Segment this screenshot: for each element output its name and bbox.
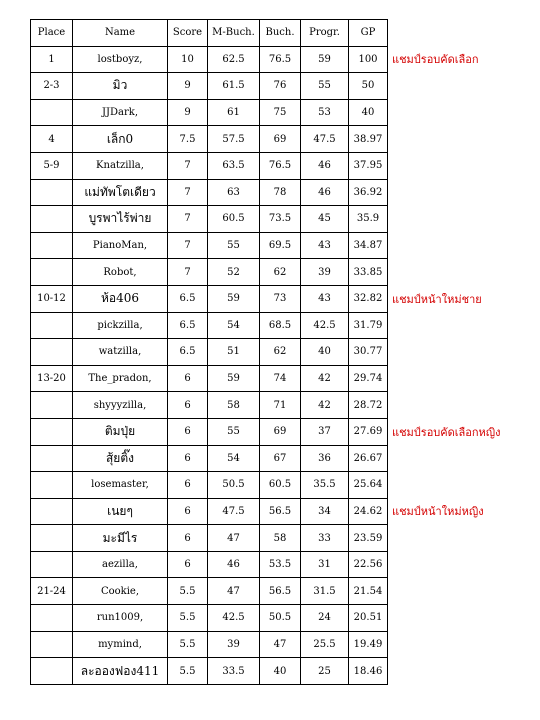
- name-cell: pickzilla,: [73, 312, 168, 339]
- score-cell: 7: [168, 259, 208, 286]
- score-cell: 6: [168, 445, 208, 472]
- gp-cell: 25.64: [349, 472, 388, 499]
- note-cell: [388, 206, 506, 233]
- progr-cell: 25.5: [301, 631, 349, 658]
- name-cell: JJDark,: [73, 99, 168, 126]
- table-row: [31, 99, 506, 126]
- progr-cell: 31: [301, 551, 349, 578]
- buch-cell: 73: [260, 285, 301, 312]
- header-buch: Buch.: [260, 20, 301, 47]
- gp-cell: 35.9: [349, 206, 388, 233]
- mbuch-cell: 63.5: [208, 152, 260, 179]
- gp-cell: 31.79: [349, 312, 388, 339]
- buch-cell: 56.5: [260, 498, 301, 525]
- name-cell: run1009,: [73, 605, 168, 632]
- table-row: [31, 445, 506, 472]
- buch-cell: 76.5: [260, 46, 301, 73]
- note-cell: [388, 179, 506, 206]
- place-cell: [31, 551, 73, 578]
- mbuch-cell: 50.5: [208, 472, 260, 499]
- buch-cell: 62: [260, 339, 301, 366]
- table-row: [31, 578, 506, 605]
- place-cell: [31, 445, 73, 472]
- table-row: [31, 472, 506, 499]
- gp-cell: 36.92: [349, 179, 388, 206]
- note-cell: [388, 631, 506, 658]
- score-cell: 6: [168, 392, 208, 419]
- progr-cell: 45: [301, 206, 349, 233]
- name-cell: ติมปุ่ย: [73, 418, 168, 445]
- note-cell: [388, 339, 506, 366]
- mbuch-cell: 42.5: [208, 605, 260, 632]
- gp-cell: 20.51: [349, 605, 388, 632]
- progr-cell: 47.5: [301, 126, 349, 153]
- name-cell: ห้อ406: [73, 285, 168, 312]
- score-cell: 5.5: [168, 658, 208, 685]
- table-row: [31, 605, 506, 632]
- progr-cell: 55: [301, 73, 349, 100]
- progr-cell: 43: [301, 232, 349, 259]
- name-cell: มิว: [73, 73, 168, 100]
- score-cell: 7: [168, 179, 208, 206]
- table-row: [31, 312, 506, 339]
- place-cell: [31, 99, 73, 126]
- progr-cell: 40: [301, 339, 349, 366]
- progr-cell: 39: [301, 259, 349, 286]
- header-progr: Progr.: [301, 20, 349, 47]
- place-cell: [31, 339, 73, 366]
- progr-cell: 25: [301, 658, 349, 685]
- buch-cell: 69.5: [260, 232, 301, 259]
- header-note-spacer: [388, 20, 506, 47]
- place-cell: 5-9: [31, 152, 73, 179]
- name-cell: เนยๆ: [73, 498, 168, 525]
- name-cell: Knatzilla,: [73, 152, 168, 179]
- table-row: [31, 365, 506, 392]
- score-cell: 9: [168, 73, 208, 100]
- gp-cell: 38.97: [349, 126, 388, 153]
- score-cell: 7: [168, 152, 208, 179]
- buch-cell: 58: [260, 525, 301, 552]
- results-body: [31, 46, 506, 684]
- buch-cell: 76.5: [260, 152, 301, 179]
- name-cell: Robot,: [73, 259, 168, 286]
- table-row: [31, 179, 506, 206]
- gp-cell: 40: [349, 99, 388, 126]
- place-cell: [31, 658, 73, 685]
- score-cell: 5.5: [168, 631, 208, 658]
- place-cell: [31, 472, 73, 499]
- gp-cell: 24.62: [349, 498, 388, 525]
- note-cell: [388, 605, 506, 632]
- name-cell: PianoMan,: [73, 232, 168, 259]
- table-row: [31, 73, 506, 100]
- score-cell: 6: [168, 418, 208, 445]
- score-cell: 6.5: [168, 312, 208, 339]
- mbuch-cell: 60.5: [208, 206, 260, 233]
- place-cell: [31, 605, 73, 632]
- progr-cell: 46: [301, 152, 349, 179]
- progr-cell: 43: [301, 285, 349, 312]
- buch-cell: 53.5: [260, 551, 301, 578]
- mbuch-cell: 47: [208, 525, 260, 552]
- table-row: [31, 126, 506, 153]
- name-cell: losemaster,: [73, 472, 168, 499]
- table-row: [31, 498, 506, 525]
- place-cell: [31, 232, 73, 259]
- note-cell: [388, 525, 506, 552]
- score-cell: 6: [168, 525, 208, 552]
- progr-cell: 42: [301, 392, 349, 419]
- buch-cell: 67: [260, 445, 301, 472]
- place-cell: [31, 206, 73, 233]
- buch-cell: 40: [260, 658, 301, 685]
- mbuch-cell: 33.5: [208, 658, 260, 685]
- buch-cell: 68.5: [260, 312, 301, 339]
- score-cell: 6.5: [168, 285, 208, 312]
- header-gp: GP: [349, 20, 388, 47]
- table-row: [31, 525, 506, 552]
- name-cell: ละอองฟอง411: [73, 658, 168, 685]
- note-cell: แชมป์รอบคัดเลือกหญิง: [392, 425, 501, 439]
- place-cell: [31, 498, 73, 525]
- buch-cell: 75: [260, 99, 301, 126]
- header-mbuch: M-Buch.: [208, 20, 260, 47]
- place-cell: 10-12: [31, 285, 73, 312]
- place-cell: [31, 392, 73, 419]
- results-table: [30, 19, 506, 685]
- place-cell: [31, 259, 73, 286]
- gp-cell: 32.82: [349, 285, 388, 312]
- mbuch-cell: 61.5: [208, 73, 260, 100]
- table-row: [31, 259, 506, 286]
- mbuch-cell: 39: [208, 631, 260, 658]
- table-row: [31, 152, 506, 179]
- buch-cell: 76: [260, 73, 301, 100]
- gp-cell: 27.69: [349, 418, 388, 445]
- name-cell: สุ้ยติ๊ง: [73, 445, 168, 472]
- place-cell: 1: [31, 46, 73, 73]
- note-cell: [388, 73, 506, 100]
- table-row: [31, 232, 506, 259]
- table-row: [31, 631, 506, 658]
- mbuch-cell: 59: [208, 285, 260, 312]
- name-cell: The_pradon,: [73, 365, 168, 392]
- header-score: Score: [168, 20, 208, 47]
- gp-cell: 33.85: [349, 259, 388, 286]
- mbuch-cell: 47.5: [208, 498, 260, 525]
- note-cell: [388, 152, 506, 179]
- table-row: [31, 206, 506, 233]
- mbuch-cell: 54: [208, 445, 260, 472]
- name-cell: aezilla,: [73, 551, 168, 578]
- place-cell: [31, 418, 73, 445]
- gp-cell: 30.77: [349, 339, 388, 366]
- score-cell: 6.5: [168, 339, 208, 366]
- score-cell: 10: [168, 46, 208, 73]
- place-cell: 2-3: [31, 73, 73, 100]
- place-cell: [31, 179, 73, 206]
- mbuch-cell: 47: [208, 578, 260, 605]
- score-cell: 5.5: [168, 605, 208, 632]
- note-cell: [388, 259, 506, 286]
- gp-cell: 19.49: [349, 631, 388, 658]
- note-cell: [388, 472, 506, 499]
- name-cell: lostboyz,: [73, 46, 168, 73]
- progr-cell: 37: [301, 418, 349, 445]
- name-cell: มะมีไร: [73, 525, 168, 552]
- progr-cell: 42: [301, 365, 349, 392]
- score-cell: 6: [168, 365, 208, 392]
- name-cell: Cookie,: [73, 578, 168, 605]
- mbuch-cell: 57.5: [208, 126, 260, 153]
- note-cell: [388, 392, 506, 419]
- score-cell: 7: [168, 232, 208, 259]
- gp-cell: 29.74: [349, 365, 388, 392]
- buch-cell: 62: [260, 259, 301, 286]
- mbuch-cell: 55: [208, 232, 260, 259]
- buch-cell: 56.5: [260, 578, 301, 605]
- table-row: [31, 551, 506, 578]
- progr-cell: 33: [301, 525, 349, 552]
- gp-cell: 50: [349, 73, 388, 100]
- note-cell: [388, 365, 506, 392]
- gp-cell: 22.56: [349, 551, 388, 578]
- place-cell: 21-24: [31, 578, 73, 605]
- buch-cell: 71: [260, 392, 301, 419]
- place-cell: 4: [31, 126, 73, 153]
- progr-cell: 31.5: [301, 578, 349, 605]
- name-cell: mymind,: [73, 631, 168, 658]
- score-cell: 7.5: [168, 126, 208, 153]
- place-cell: [31, 312, 73, 339]
- mbuch-cell: 59: [208, 365, 260, 392]
- note-cell: [388, 578, 506, 605]
- table-row: [31, 658, 506, 685]
- progr-cell: 24: [301, 605, 349, 632]
- buch-cell: 47: [260, 631, 301, 658]
- progr-cell: 59: [301, 46, 349, 73]
- place-cell: 13-20: [31, 365, 73, 392]
- note-cell: แชมป์หน้าใหม่ชาย: [392, 292, 482, 306]
- table-row: [31, 46, 506, 73]
- gp-cell: 37.95: [349, 152, 388, 179]
- score-cell: 7: [168, 206, 208, 233]
- name-cell: แม่ทัพโตเดียว: [73, 179, 168, 206]
- mbuch-cell: 55: [208, 418, 260, 445]
- score-cell: 6: [168, 551, 208, 578]
- place-cell: [31, 525, 73, 552]
- score-cell: 6: [168, 472, 208, 499]
- mbuch-cell: 63: [208, 179, 260, 206]
- mbuch-cell: 46: [208, 551, 260, 578]
- note-cell: [388, 126, 506, 153]
- buch-cell: 50.5: [260, 605, 301, 632]
- score-cell: 9: [168, 99, 208, 126]
- table-row: [31, 285, 506, 312]
- note-cell: [388, 99, 506, 126]
- note-cell: [388, 658, 506, 685]
- mbuch-cell: 61: [208, 99, 260, 126]
- header-row: [31, 20, 506, 47]
- place-cell: [31, 631, 73, 658]
- gp-cell: 21.54: [349, 578, 388, 605]
- note-cell: [388, 551, 506, 578]
- table-row: [31, 418, 506, 445]
- progr-cell: 36: [301, 445, 349, 472]
- mbuch-cell: 58: [208, 392, 260, 419]
- buch-cell: 69: [260, 126, 301, 153]
- progr-cell: 46: [301, 179, 349, 206]
- table-row: [31, 339, 506, 366]
- table-row: [31, 392, 506, 419]
- note-cell: [388, 445, 506, 472]
- progr-cell: 42.5: [301, 312, 349, 339]
- gp-cell: 28.72: [349, 392, 388, 419]
- name-cell: บูรพาไร้พ่าย: [73, 206, 168, 233]
- header-name: Name: [73, 20, 168, 47]
- name-cell: เล็ก0: [73, 126, 168, 153]
- note-cell: แชมป์หน้าใหม่หญิง: [392, 505, 484, 519]
- progr-cell: 34: [301, 498, 349, 525]
- buch-cell: 74: [260, 365, 301, 392]
- gp-cell: 34.87: [349, 232, 388, 259]
- gp-cell: 26.67: [349, 445, 388, 472]
- note-cell: [388, 232, 506, 259]
- buch-cell: 78: [260, 179, 301, 206]
- note-cell: [388, 312, 506, 339]
- buch-cell: 73.5: [260, 206, 301, 233]
- gp-cell: 18.46: [349, 658, 388, 685]
- name-cell: shyyyzilla,: [73, 392, 168, 419]
- score-cell: 5.5: [168, 578, 208, 605]
- note-cell: แชมป์รอบคัดเลือก: [392, 53, 479, 67]
- gp-cell: 100: [349, 46, 388, 73]
- header-place: Place: [31, 20, 73, 47]
- mbuch-cell: 62.5: [208, 46, 260, 73]
- name-cell: watzilla,: [73, 339, 168, 366]
- mbuch-cell: 51: [208, 339, 260, 366]
- mbuch-cell: 54: [208, 312, 260, 339]
- progr-cell: 53: [301, 99, 349, 126]
- progr-cell: 35.5: [301, 472, 349, 499]
- mbuch-cell: 52: [208, 259, 260, 286]
- buch-cell: 69: [260, 418, 301, 445]
- gp-cell: 23.59: [349, 525, 388, 552]
- buch-cell: 60.5: [260, 472, 301, 499]
- score-cell: 6: [168, 498, 208, 525]
